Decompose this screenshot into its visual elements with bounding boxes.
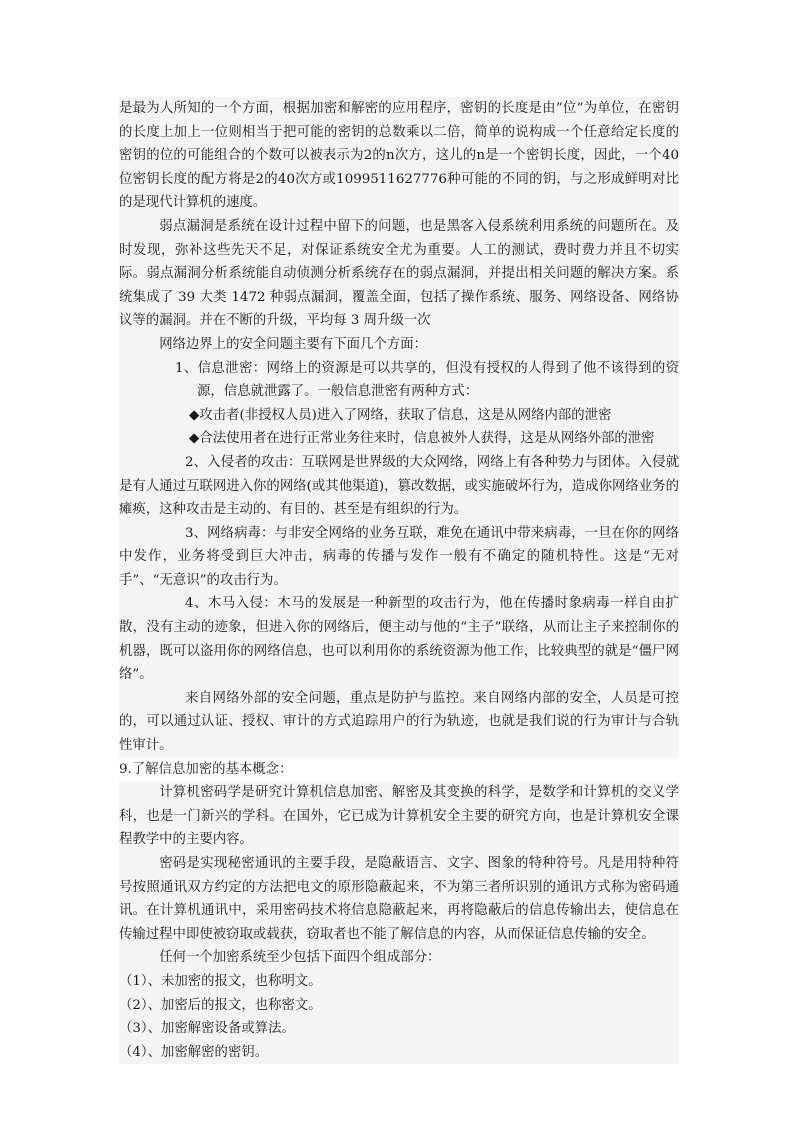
list-item-intruder-attack: 2、入侵者的攻击：互联网是世界级的大众网络，网络上有各种势力与团体。入侵就是有人通过互联网进入你的网络(或其他渠道)，篡改数据，或实施破坏行为，造成你网络业务的瘫痪，这种攻击是主动的、有目的、甚至是有组织的行为。 [119, 454, 679, 518]
list-item: （3）、加密解密设备或算法。 [119, 1021, 295, 1037]
list-item-network-virus: 3、网络病毒：与非安全网络的业务互联，难免在通讯中带来病毒，一旦在你的网络中发作，业务将受到巨大冲击，病毒的传播与发作一般有不确定的随机特性。这是“无对手”、“无意识”的攻击行为。 [119, 525, 679, 588]
paragraph-vulnerability: 弱点漏洞是系统在设计过程中留下的问题，也是黑客入侵系统利用系统的问题所在。及时发现，弥补这些先天不足，对保证系统安全尤为重要。人工的测试，费时费力并且不切实际。弱点漏洞分析系统能自动侦测分析系统存在的弱点漏洞，并提出相关问题的解决方案。系统集成了 39 大类 1472 种弱点漏洞，覆盖全面，包括了操作系统、服务、网络设备、网络协议等的漏洞。并在不断的升级，平均每 3 周升级一次 [119, 218, 679, 329]
paragraph-components-intro: 任何一个加密系统至少包括下面四个组成部分： [159, 950, 441, 966]
list-item-info-leak: 1、信息泄密：网络上的资源是可以共享的，但没有授权的人得到了他不该得到的资源，信息就泄露了。一般信息泄密有两种方式： [175, 360, 679, 400]
section-top [119, 97, 679, 758]
paragraph-cipher: 密码是实现秘密通讯的主要手段，是隐蔽语言、文字、图象的特种符号。凡是用特种符号按照通讯双方约定的方法把电文的原形隐蔽起来，不为第三者所识别的通讯方式称为密码通讯。在计算机通讯中，采用密码技术将信息隐蔽起来，再将隐蔽后的信息传输出去，使信息在传输过程中即使被窃取或载获，窃取者也不能了解信息的内容，从而保证信息传输的安全。 [119, 856, 679, 942]
paragraph-cryptography: 计算机密码学是研究计算机信息加密、解密及其变换的科学，是数学和计算机的交义学科，也是一门新兴的学科。在国外，它已成为计算机安全主要的研究方向，也是计算机安全课程教学中的主要内容。 [119, 785, 679, 848]
list-item: （2）、加密后的报文，也称密文。 [119, 997, 322, 1013]
bullet-item-external-leak: ◆合法使用者在进行正常业务往来时，信息被外人获得，这是从网络外部的泄密 [189, 431, 655, 447]
list-item-trojan: 4、木马入侵：木马的发展是一种新型的攻击行为，他在传播时象病毒一样自由扩散，没有主动的迹象，但进入你的网络后，便主动与他的“主子”联络，从而让主子来控制你的机器，既可以盗用你的网络信息，也可以利用你的系统资源为他工作，比较典型的就是“僵尸网络”。 [119, 596, 679, 683]
list-item: （1）、未加密的报文，也称明文。 [119, 973, 322, 989]
section-encryption [119, 781, 679, 1064]
paragraph-external-internal: 来自网络外部的安全问题，重点是防护与监控。来自网络内部的安全，人员是可控的，可以通过认证、授权、审计的方式追踪用户的行为轨迹，也就是我们说的行为审计与合轨性审计。 [119, 690, 679, 754]
paragraph-boundary-intro: 网络边界上的安全问题主要有下面几个方面： [159, 336, 427, 352]
bullet-item-internal-leak: ◆攻击者(非授权人员)进入了网络，获取了信息，这是从网络内部的泄密 [189, 407, 612, 423]
paragraph-key-length: 是最为人所知的一个方面，根据加密和解密的应用程序，密钥的长度是由”位”为单位，在密钥的长度上加上一位则相当于把可能的密钥的总数乘以二倍，简单的说构成一个任意给定长度的密钥的位的可能组合的个数可以被表示为2的n次方，这儿的n是一个密钥长度，因此，一个40位密钥长度的配方将是2的40次方或1099511627776种可能的不同的钥，与之形成鲜明对比的是现代计算机的速度。 [119, 101, 679, 211]
document-body [119, 97, 679, 1064]
list-item: （4）、加密解密的密钥。 [119, 1044, 269, 1060]
section-heading: 9.了解信息加密的基本概念： [119, 758, 679, 782]
